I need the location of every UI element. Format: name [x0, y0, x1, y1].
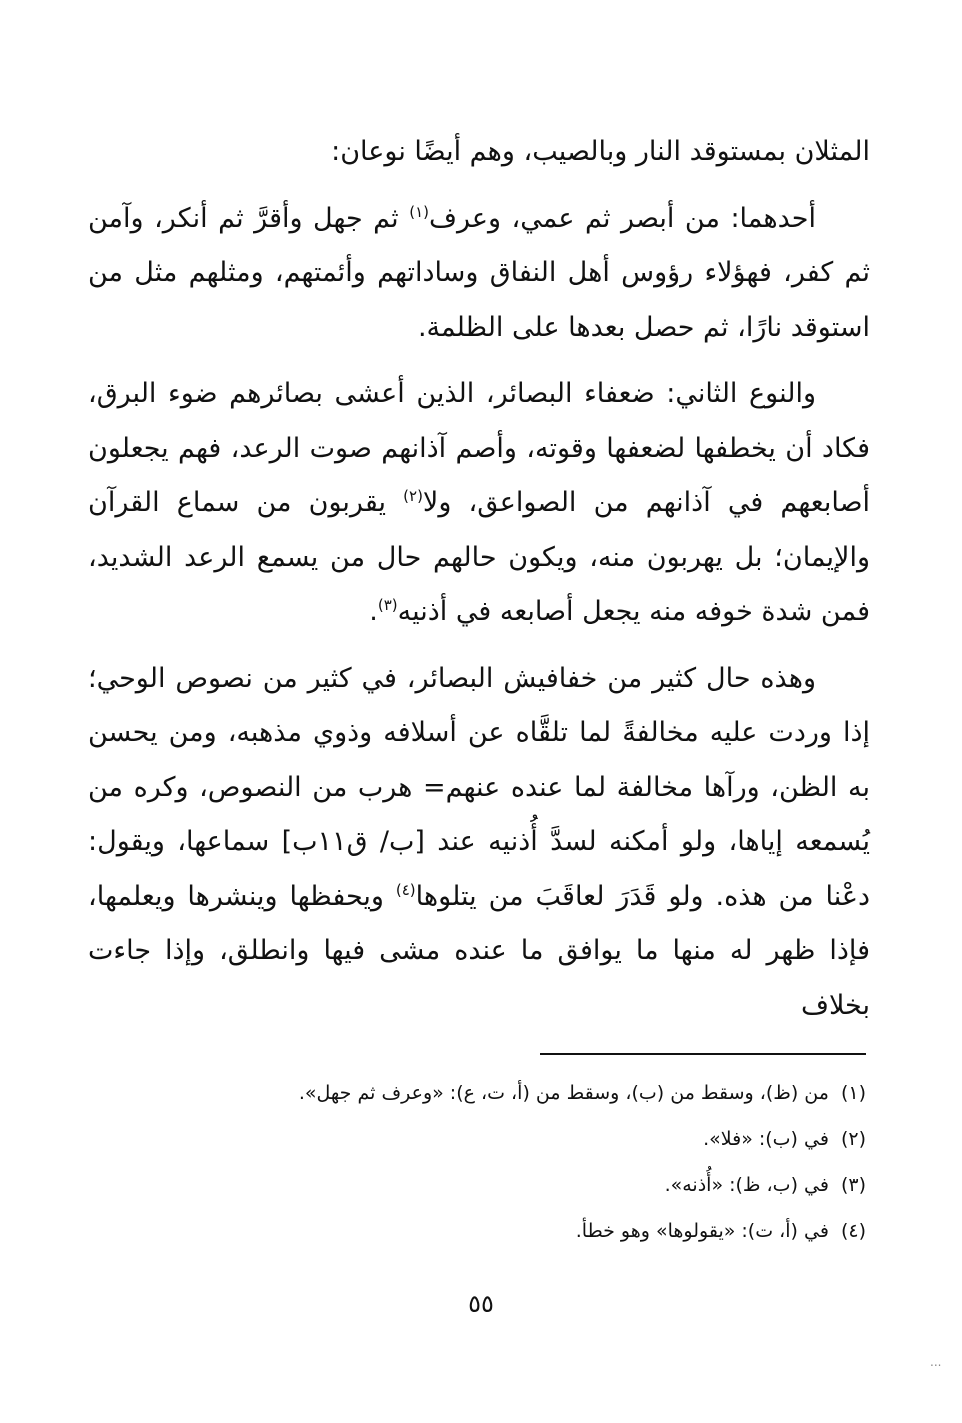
footnotes	[150, 1070, 866, 1254]
page-number: ٥٥	[468, 1290, 494, 1318]
footnote-text: في (ب، ظ): «أُذنه».	[664, 1174, 829, 1196]
footnote-separator	[540, 1053, 866, 1055]
paragraph-second-type	[88, 367, 870, 640]
paragraph-first-type	[88, 192, 870, 356]
paragraph-bats-of-insight	[88, 652, 870, 1034]
paragraph-text: يقربون من سماع القرآن والإيمان؛ بل يهربون منه، ويكون حالهم حال من يسمع الرعد الشديد، فمن شدة خوفه منه يجعل أصابعه في أذنيه	[88, 487, 870, 627]
footnote-3	[150, 1162, 866, 1208]
footnote-1	[150, 1070, 866, 1116]
footnote-4	[150, 1208, 866, 1254]
footnote-ref-3[interactable]: (٣)	[377, 596, 398, 614]
footnote-text: في (أ، ت): «يقولوها» وهو خطأ.	[575, 1220, 829, 1242]
paragraph-text: وهذه حال كثير من خفافيش البصائر، في كثير من نصوص الوحي؛ إذا وردت عليه مخالفةً لما تلقَّاه عن أسلافه وذوي مذهبه، ومن يحسن به الظن، ورآها مخالفة لما عنده عنهم= هرب من النصوص، وكره من يُسمعه إياها، ولو أمكنه لسدَّ أُذنيه عند [ب/ ق١١ب] سماعها، ويقول: دعْنا من هذه. ولو قَدَرَ لعاقَبَ من يتلوها	[88, 662, 870, 912]
footnote-text: في (ب): «فلا».	[703, 1128, 829, 1150]
footnote-number: (٣)	[840, 1174, 866, 1196]
footnote-ref-2[interactable]: (٢)	[403, 487, 423, 505]
paragraph-intro	[88, 125, 870, 180]
footnote-number: (٢)	[840, 1128, 866, 1150]
paragraph-text: والنوع الثاني: ضعفاء البصائر، الذين أعشى بصائرهم ضوء البرق، فكاد أن يخطفها لضعفها وقوته، وأصم آذانهم صوت الرعد، فهم يجعلون أصابعهم في آذانهم من الصواعق، ولا	[88, 378, 871, 518]
paragraph-text: أحدهما: من أبصر ثم عمي، وعرف	[428, 202, 816, 234]
footnote-2	[150, 1116, 866, 1162]
corner-mark: ...	[930, 1355, 942, 1369]
paragraph-text: ويحفظها وينشرها ويعلمها، فإذا ظهر له منها ما يوافق ما عنده مشى فيها وانطلق، وإذا جاءت بخلاف	[88, 880, 870, 1021]
footnote-ref-1[interactable]: (١)	[409, 202, 429, 221]
paragraph-text: ثم جهل وأقرَّ ثم أنكر، وآمن ثم كفر، فهؤلاء رؤوس أهل النفاق وساداتهم وأئمتهم، ومثلهم مثل من استوقد نارًا، ثم حصل بعدها على الظلمة.	[88, 202, 870, 343]
footnote-ref-4[interactable]: (٤)	[395, 880, 416, 899]
footnote-text: من (ظ)، وسقط من (ب)، وسقط من (أ، ت، ع): «وعرف ثم جهل».	[298, 1082, 829, 1104]
footnote-number: (٤)	[840, 1220, 866, 1242]
paragraph-text: المثلان بمستوقد النار وبالصيب، وهم أيضًا نوعان:	[331, 136, 870, 167]
footnote-number: (١)	[840, 1082, 866, 1104]
main-text	[88, 125, 870, 1045]
paragraph-text: .	[369, 596, 378, 627]
